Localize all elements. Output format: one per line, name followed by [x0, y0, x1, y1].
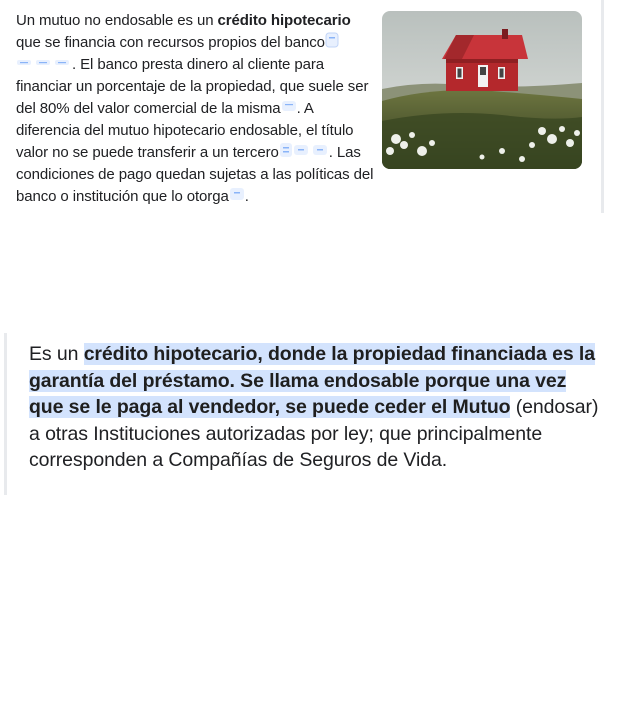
featured-lead: Es un [29, 343, 84, 365]
snippet-text-6: . [244, 188, 249, 205]
snippet-text-3: . El banco presta dinero al cliente para financiar un porcentaje de la propiedad, que suele ser del 80% del valor comercial de la misma [16, 56, 369, 117]
snippet-text-1: Un mutuo no endosable es un [16, 12, 218, 29]
snippet-bold-term: crédito hipotecario [217, 12, 351, 29]
divider-line [601, 0, 604, 213]
featured-snippet-text [29, 341, 599, 474]
search-result-card [0, 0, 600, 215]
snippet-text-5: . Las condiciones de pago quedan sujetas a las políticas del banco o institución que lo otorga [16, 144, 374, 205]
citation-chip-1[interactable] [325, 32, 339, 48]
result-snippet [16, 10, 374, 208]
citation-chip-2[interactable] [16, 57, 72, 67]
citation-chip-6[interactable] [229, 187, 245, 201]
citation-chip-5[interactable] [293, 144, 329, 156]
quote-bar [4, 333, 7, 495]
citation-chip-4[interactable] [279, 142, 293, 158]
featured-tail: (endosar) a otras Instituciones autorizadas por ley; que principalmente corresponden a Compañías de Seguros de Vida. [29, 396, 599, 471]
featured-highlight: crédito hipotecario, donde la propiedad financiada es la garantía del préstamo. Se llama endosable porque una vez que se le paga al vendedor, se puede ceder el Mutuo [29, 343, 595, 418]
house-photo-icon [382, 11, 582, 169]
snippet-text-2: que se financia con recursos propios del banco [16, 34, 325, 51]
citation-chip-3[interactable] [281, 100, 297, 112]
snippet-text-4: . A diferencia del mutuo hipotecario endosable, el título valor no se puede transferir a un tercero [16, 100, 354, 161]
result-thumbnail[interactable] [382, 11, 582, 169]
featured-snippet [0, 333, 600, 495]
